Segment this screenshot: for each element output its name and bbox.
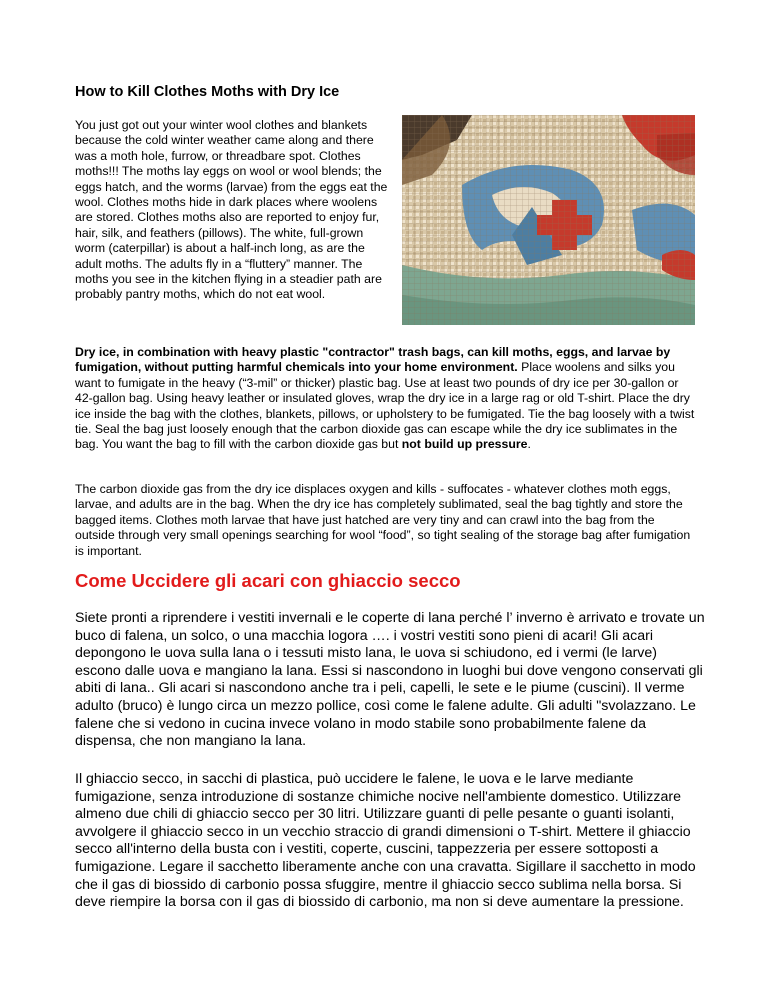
italian-method-paragraph: Il ghiaccio secco, in sacchi di plastica, può uccidere le falene, le uova e le larve mediante fumigazione, senza introduzione di sostanze chimiche nocive nell'ambiente domestico. Utilizzare almeno due chili di ghiaccio secco per 30 litri. Utilizzare guanti di pelle pesante o guanti isolanti, avvolgere il ghiaccio secco in un vecchio straccio di grandi dimensioni o T-shirt. Mettere il ghiaccio secco all'interno della busta con i vestiti, coperte, cuscini, tappezzeria per essere sottoposti a fumigazione. Legare il sacchetto liberamente anche con una cravatta. Sigillare il sacchetto in modo che il gas di biossido di carbonio possa sfuggire, mentre il ghiaccio secco sublima nella borsa. Si deve riempire la borsa con il gas di biossido di carbonio, ma non si deve aumentare la pressione. [75,771,696,911]
dry-ice-method-bold-lead: Dry ice, in combination with heavy plastic "contractor" trash bags, can kill moths, eggs, and larvae by fumigation, without putting harmful chemicals into your home environment. [75,345,671,375]
dry-ice-method-paragraph [75,345,697,453]
pressure-warning: not build up pressure [401,437,528,452]
page-title: How to Kill Clothes Moths with Dry Ice [75,84,340,100]
intro-paragraph: You just got out your winter wool clothes and blankets because the cold winter weather came along and there was a moth hole, furrow, or threadbare spot. Clothes moths!!! The moths lay eggs on wool or wool blends; the eggs hatch, and the worms (larvae) from the eggs eat the wool. Clothes moths hide in dark places where woolens are stored. Clothes moths also are reported to enjoy fur, hair, silk, and feathers (pillows). The white, full-grown worm (caterpillar) is about a half-inch long, as are the adult moths. The adults fly in a “fluttery” manner. The moths you see in the kitchen flying in a steadier path are probably pantry moths, which do not eat wool. [75,118,388,302]
dry-ice-method-text: Place woolens and silks you want to fumigate in the heavy (“3-mil” or thicker) plastic bag. Use at least two pounds of dry ice per 30-gallon or 42-gallon bag. Using heavy leather or insulated gloves, wrap the dry ice in a large rag or old T-shirt. Place the dry ice inside the bag with the clothes, blankets, pillows, or upholstery to be fumigated. Tie the bag loosely with a twist tie. Seal the bag just loosely enough that the carbon dioxide gas can escape while the dry ice sublimates in the bag. You want the bag to fill with the carbon dioxide gas but [75,360,695,452]
moth-damaged-rug-photo [402,115,695,325]
italian-heading: Come Uccidere gli acari con ghiaccio secco [75,570,461,591]
carbon-dioxide-paragraph: The carbon dioxide gas from the dry ice displaces oxygen and kills - suffocates - whatever clothes moth eggs, larvae, and adults are in the bag. When the dry ice has completely sublimated, seal the bag tightly and store the bagged items. Clothes moth larvae that have just hatched are very tiny and can crawl into the bag from the outside through very small openings searching for wool “food”, so tight sealing of the storage bag after fumigation is important. [75,482,691,558]
dry-ice-method-end: . [527,437,531,452]
italian-intro-paragraph: Siete pronti a riprendere i vestiti invernali e le coperte di lana perché l’ inverno è arrivato e trovate un buco di falena, un solco, o una macchia logora …. i vostri vestiti sono pieni di acari! Gli acari depongono le uova sulla lana o i tessuti misto lana, le uova si schiudono, ed i vermi (le larve) escono dalle uova e mangiano la lana. Essi si nascondono in luoghi bui dove vengono conservati gli abiti di lana.. Gli acari si nascondono anche tra i peli, capelli, le sete e le piume (cuscini). Il verme adulto (bruco) è lungo circa un mezzo pollice, così come le falene adulte. Gli adulti "svolazzano. Le falene che si vedono in cucina invece volano in modo stabile sono probabilmente falene da dispensa, che non mangiano la lana. [75,610,705,750]
